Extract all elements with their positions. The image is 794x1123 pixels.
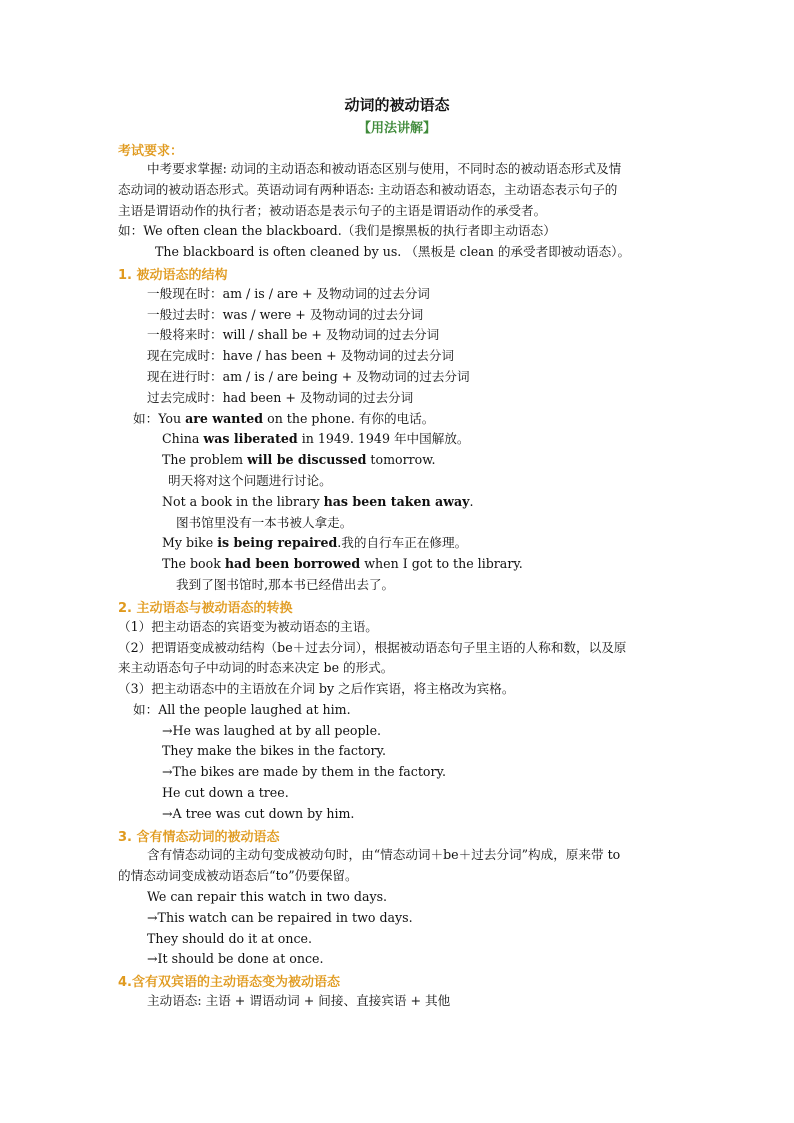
conversion-rule-2: （2）把谓语变成被动结构（be＋过去分词），根据被动语态句子里主语的人称和数，以及原: [118, 640, 627, 655]
exam-req-example-1: 如：We often clean the blackboard.（我们是擦黑板的执行者即主动语态）: [118, 223, 556, 238]
section-4-heading: 4.含有双宾语的主动语态变为被动语态: [118, 975, 340, 990]
exam-req-paragraph-line-1: 中考要求掌握: 动词的主动语态和被动语态区别与使用，不同时态的被动语态形式及情: [147, 161, 622, 176]
passive-example: Not a book in the library has been taken away.: [162, 494, 474, 509]
exam-requirements-heading: 考试要求：: [118, 144, 184, 159]
section-2-heading: 2. 主动语态与被动语态的转换: [118, 601, 293, 616]
passive-example-translation: 图书馆里没有一本书被人拿走。: [176, 515, 353, 530]
double-object-formula: 主动语态: 主语 + 谓语动词 + 间接、直接宾语 + 其他: [147, 993, 451, 1008]
conversion-example: →The bikes are made by them in the factory.: [162, 764, 446, 779]
modal-example: →It should be done at once.: [147, 951, 324, 966]
tense-line: 现在进行时：am / is / are being + 及物动词的过去分词: [147, 369, 470, 384]
passive-example: My bike is being repaired.我的自行车正在修理。: [162, 535, 468, 550]
modal-example: We can repair this watch in two days.: [147, 889, 388, 904]
modal-example: They should do it at once.: [147, 931, 312, 946]
section-1-heading: 1. 被动语态的结构: [118, 268, 228, 283]
conversion-example: →He was laughed at by all people.: [162, 723, 382, 738]
exam-req-paragraph-line-3: 主语是谓语动作的执行者；被动语态是表示句子的主语是谓语动作的承受者。: [118, 203, 547, 218]
conversion-example: →A tree was cut down by him.: [162, 806, 355, 821]
modal-passive-paragraph-line-2: 的情态动词变成被动语态后“to”仍要保留。: [118, 868, 358, 883]
conversion-rule-1: （1）把主动语态的宾语变为被动语态的主语。: [118, 619, 378, 634]
tense-line: 一般过去时：was / were + 及物动词的过去分词: [147, 307, 424, 322]
conversion-example: 如：All the people laughed at him.: [133, 702, 351, 717]
section-3-heading: 3. 含有情态动词的被动语态: [118, 830, 280, 845]
tense-line: 过去完成时：had been + 及物动词的过去分词: [147, 390, 414, 405]
exam-req-example-2: The blackboard is often cleaned by us. （黑板是 clean 的承受者即被动语态）。: [155, 244, 631, 259]
passive-example: The book had been borrowed when I got to the library.: [162, 556, 523, 571]
conversion-example: He cut down a tree.: [162, 785, 289, 800]
tense-line: 一般将来时：will / shall be + 及物动词的过去分词: [147, 327, 440, 342]
conversion-rule-2-cont: 来主动语态句子中动词的时态来决定 be 的形式。: [118, 660, 394, 675]
conversion-example: They make the bikes in the factory.: [162, 743, 386, 758]
modal-passive-paragraph-line-1: 含有情态动词的主动句变成被动句时，由“情态动词＋be＋过去分词”构成，原来带 to: [147, 847, 621, 862]
passive-example-translation: 我到了图书馆时,那本书已经借出去了。: [176, 577, 395, 592]
page-subtitle: 【用法讲解】: [357, 121, 436, 136]
tense-line: 一般现在时：am / is / are + 及物动词的过去分词: [147, 286, 430, 301]
passive-example: China was liberated in 1949. 1949 年中国解放。: [162, 431, 470, 446]
passive-example: 如：You are wanted on the phone. 有你的电话。: [133, 411, 435, 426]
passive-example: The problem will be discussed tomorrow.: [162, 452, 436, 467]
tense-line: 现在完成时：have / has been + 及物动词的过去分词: [147, 348, 455, 363]
page-title: 动词的被动语态: [344, 96, 450, 114]
passive-example-translation: 明天将对这个问题进行讨论。: [168, 473, 332, 488]
modal-example: →This watch can be repaired in two days.: [147, 910, 413, 925]
conversion-rule-3: （3）把主动语态中的主语放在介词 by 之后作宾语，将主格改为宾格。: [118, 681, 515, 696]
exam-req-paragraph-line-2: 态动词的被动语态形式。英语动词有两种语态: 主动语态和被动语态，主动语态表示句子的: [118, 182, 618, 197]
